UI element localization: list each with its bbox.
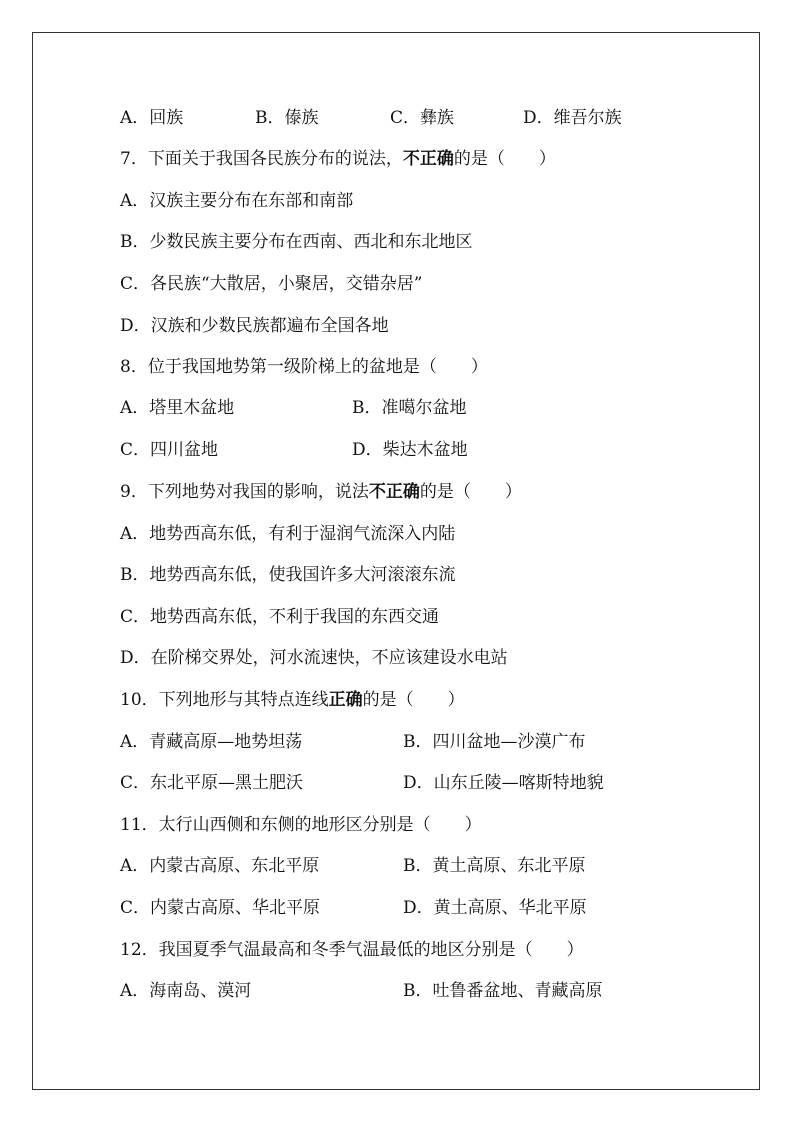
q6-option-a: A．回族 (120, 108, 184, 128)
q12-stem: 12．我国夏季气温最高和冬季气温最低的地区分别是（ ） (120, 940, 584, 960)
q11-option-a: A．内蒙古高原、东北平原 (120, 856, 320, 876)
q8-option-d: D．柴达木盆地 (352, 440, 468, 460)
q8-option-b: B．准噶尔盆地 (352, 398, 467, 418)
q9-option-b: B．地势西高东低，使我国许多大河滚滚东流 (120, 565, 456, 585)
q7-option-a: A．汉族主要分布在东部和南部 (120, 191, 354, 211)
q9-option-c: C．地势西高东低，不利于我国的东西交通 (120, 607, 440, 627)
q10-stem: 10．下列地形与其特点连线正确的是（ ） (120, 690, 465, 710)
q6-option-c: C．彝族 (390, 108, 455, 128)
q8-option-c: C．四川盆地 (120, 440, 219, 460)
q12-option-b: B．吐鲁番盆地、青藏高原 (403, 981, 603, 1001)
q11-stem: 11．太行山西侧和东侧的地形区分别是（ ） (120, 815, 482, 835)
q9-option-d: D．在阶梯交界处，河水流速快，不应该建设水电站 (120, 648, 508, 668)
q10-option-b: B．四川盆地—沙漠广布 (403, 732, 586, 752)
q7-option-c: C．各民族“大散居，小聚居，交错杂居” (120, 274, 423, 294)
q9-stem: 9．下列地势对我国的影响，说法不正确的是（ ） (120, 482, 522, 502)
q10-option-c: C．东北平原—黑土肥沃 (120, 773, 304, 793)
q10-option-a: A．青藏高原—地势坦荡 (120, 732, 303, 752)
q6-option-d: D．维吾尔族 (523, 108, 622, 128)
q9-option-a: A．地势西高东低，有利于湿润气流深入内陆 (120, 524, 456, 544)
q7-option-d: D．汉族和少数民族都遍布全国各地 (120, 316, 389, 336)
q12-option-a: A．海南岛、漠河 (120, 981, 252, 1001)
q6-option-b: B．傣族 (255, 108, 319, 128)
q11-option-b: B．黄土高原、东北平原 (403, 856, 586, 876)
q7-stem: 7．下面关于我国各民族分布的说法，不正确的是（ ） (120, 149, 556, 169)
q11-option-c: C．内蒙古高原、华北平原 (120, 898, 321, 918)
q10-option-d: D．山东丘陵—喀斯特地貌 (403, 773, 604, 793)
q8-stem: 8．位于我国地势第一级阶梯上的盆地是（ ） (120, 357, 488, 377)
q8-option-a: A．塔里木盆地 (120, 398, 235, 418)
q11-option-d: D．黄土高原、华北平原 (403, 898, 587, 918)
q7-option-b: B．少数民族主要分布在西南、西北和东北地区 (120, 232, 473, 252)
